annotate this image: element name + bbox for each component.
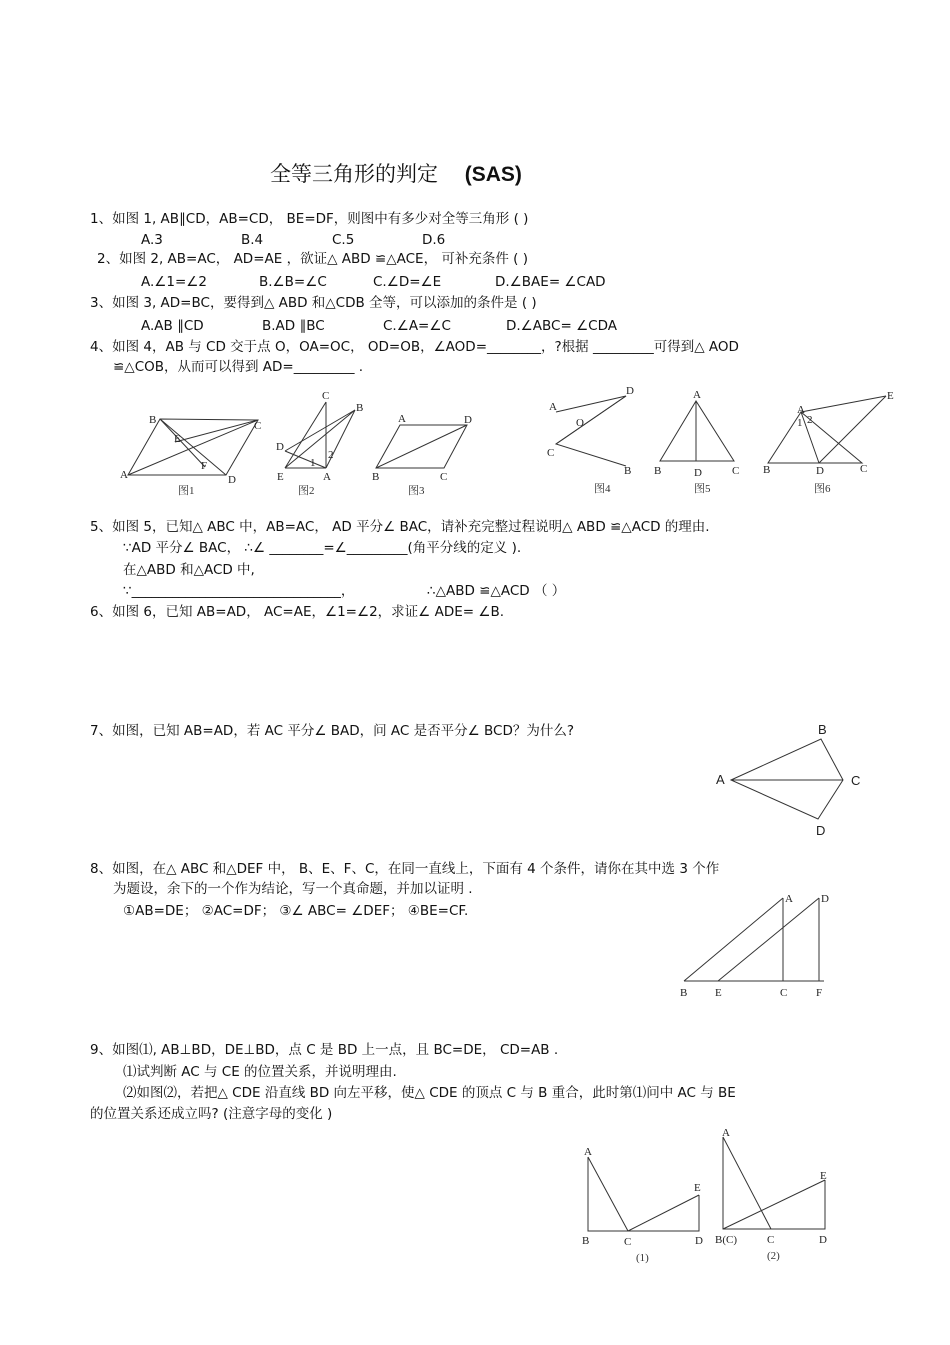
q9-fig1-label-b: B	[582, 1235, 590, 1247]
q8-line3: ①AB=DE； ②AC=DF； ③∠ ABC= ∠DEF； ④BE=CF.	[123, 903, 469, 919]
q8-label-c: C	[780, 987, 788, 999]
q7-label-b: B	[818, 722, 827, 737]
fig1-label-c: C	[254, 420, 262, 432]
fig4-label-c: C	[547, 447, 555, 459]
fig4-label-d: D	[626, 385, 634, 397]
q9-fig2-label-d: D	[819, 1234, 827, 1246]
q9-fig2-label-c: C	[767, 1234, 775, 1246]
fig5-label-a: A	[693, 389, 701, 401]
figure-row	[118, 382, 898, 498]
q7-stem: 7、如图，已知 AB=AD，若 AC 平分∠ BAD，问 AC 是否平分∠ BCD？为什么?	[90, 723, 575, 739]
fig2-caption: 图2	[298, 485, 315, 497]
q1-option-c: C.5	[332, 232, 355, 248]
fig3-label-c: C	[440, 471, 448, 483]
q9-line4: 的位置关系还成立吗? (注意字母的变化 )	[90, 1106, 333, 1122]
fig2-label-2: 2	[328, 449, 334, 461]
fig1-label-a: A	[120, 469, 128, 481]
fig3-caption: 图3	[408, 485, 425, 497]
q8-label-f: F	[816, 987, 823, 999]
q9-fig1-label-e: E	[694, 1182, 701, 1194]
figure-4	[547, 385, 634, 495]
fig2-label-e: E	[277, 471, 284, 483]
q8-line1: 8、如图，在△ ABC 和△DEF 中， B、E、F、C，在同一直线上，下面有 4 个条件，请你在其中选 3 个作	[90, 861, 720, 877]
q4-line1: 4、如图 4，AB 与 CD 交于点 O，OA=OC， OD=OB，∠AOD=________，?根据 _________可得到△ AOD	[90, 339, 739, 355]
q7-label-c: C	[851, 773, 861, 788]
fig6-caption: 图6	[814, 483, 831, 495]
q2-option-c: C.∠D=∠E	[373, 274, 442, 290]
q3-option-d: D.∠ABC= ∠CDA	[506, 318, 617, 334]
figure-3	[372, 413, 472, 497]
q7-figure	[705, 715, 880, 845]
q3-option-c: C.∠A=∠C	[383, 318, 451, 334]
q8-label-d: D	[821, 893, 829, 905]
q8-line2: 为题设，余下的一个作为结论，写一个真命题，并加以证明 .	[113, 881, 473, 897]
q9-fig2-label-bc: B(C)	[715, 1234, 737, 1246]
q1-stem: 1、如图 1, AB∥CD，AB=CD， BE=DF，则图中有多少对全等三角形 ( )	[90, 211, 529, 227]
q3-option-a: A.AB ∥CD	[141, 318, 204, 334]
fig5-label-b: B	[654, 465, 662, 477]
figure-2	[276, 390, 363, 497]
fig2-label-c: C	[322, 390, 330, 402]
fig5-label-d: D	[694, 467, 702, 479]
fig1-label-e: E	[174, 433, 181, 445]
q7-label-d: D	[816, 823, 826, 838]
q7-label-a: A	[716, 772, 725, 787]
fig6-label-a: A	[797, 404, 805, 416]
q5-line1: 5、如图 5，已知△ ABC 中，AB=AC， AD 平分∠ BAC，请补充完整过程说明△ ABD ≌△ACD 的理由.	[90, 519, 710, 535]
figure-1	[120, 414, 261, 497]
q5-line3: 在△ABD 和△ACD 中,	[123, 562, 255, 578]
fig6-label-2: 2	[807, 414, 813, 426]
q9-fig1-label-d: D	[695, 1235, 703, 1247]
q9-line2: ⑴试判断 AC 与 CE 的位置关系，并说明理由.	[123, 1064, 397, 1080]
q8-figure	[675, 885, 845, 1003]
q1-option-a: A.3	[141, 232, 163, 248]
figure-5	[654, 389, 739, 495]
fig1-label-d: D	[228, 474, 236, 486]
fig1-label-f: F	[201, 460, 208, 472]
q9-fig2-label-a: A	[722, 1127, 730, 1139]
fig3-label-d: D	[464, 414, 472, 426]
q6-stem: 6、如图 6，已知 AB=AD， AC=AE，∠1=∠2，求证∠ ADE= ∠B.	[90, 604, 504, 620]
fig4-caption: 图4	[594, 483, 611, 495]
q8-label-e: E	[715, 987, 722, 999]
fig2-label-d: D	[276, 441, 284, 453]
fig6-label-1: 1	[797, 417, 803, 429]
fig2-label-b: B	[356, 402, 364, 414]
q2-stem: 2、如图 2, AB=AC， AD=AE ，欲证△ ABD ≌△ACE， 可补充条件 ( )	[97, 251, 528, 267]
q9-fig2-label-e: E	[820, 1170, 827, 1182]
q5-line4a: ∵_______________________________，	[123, 583, 355, 599]
q8-label-b: B	[680, 987, 688, 999]
fig6-label-b: B	[763, 464, 771, 476]
fig4-label-a: A	[549, 401, 557, 413]
fig6-label-c: C	[860, 463, 868, 475]
q9-fig1-label-a: A	[584, 1146, 592, 1158]
fig1-caption: 图1	[178, 485, 195, 497]
fig3-label-a: A	[398, 413, 406, 425]
figure-6	[763, 390, 894, 495]
page-title	[270, 158, 522, 188]
q9-fig2-caption: (2)	[767, 1250, 780, 1262]
fig2-label-1: 1	[310, 457, 316, 469]
q9-figures	[575, 1125, 840, 1270]
fig4-label-o: O	[576, 417, 584, 429]
q9-fig1-caption: (1)	[636, 1252, 649, 1264]
fig6-label-d: D	[816, 465, 824, 477]
q3-stem: 3、如图 3, AD=BC，要得到△ ABD 和△CDB 全等，可以添加的条件是 ( )	[90, 295, 537, 311]
fig2-label-a: A	[323, 471, 331, 483]
q2-option-b: B.∠B=∠C	[259, 274, 327, 290]
q5-line4b: ∴△ABD ≌△ACD （ ）	[427, 583, 566, 599]
title-suffix: (SAS)	[464, 163, 522, 186]
fig5-caption: 图5	[694, 483, 711, 495]
q9-figure-2	[715, 1127, 827, 1262]
fig5-label-c: C	[732, 465, 740, 477]
fig6-label-e: E	[887, 390, 894, 402]
q8-label-a: A	[785, 893, 793, 905]
q1-option-b: B.4	[241, 232, 264, 248]
fig3-label-b: B	[372, 471, 380, 483]
q3-option-b: B.AD ∥BC	[262, 318, 325, 334]
q9-line1: 9、如图⑴, AB⊥BD，DE⊥BD，点 C 是 BD 上一点，且 BC=DE， CD=AB .	[90, 1042, 559, 1058]
q4-line2: ≌△COB，从而可以得到 AD=_________ .	[113, 359, 364, 375]
q5-line2: ∵AD 平分∠ BAC， ∴∠ ________=∠_________(角平分线的定义 ).	[123, 540, 522, 556]
fig4-label-b: B	[624, 465, 632, 477]
title-main: 全等三角形的判定	[270, 162, 438, 186]
q9-figure-1	[582, 1146, 703, 1264]
q1-option-d: D.6	[422, 232, 446, 248]
q9-line3: ⑵如图⑵，若把△ CDE 沿直线 BD 向左平移，使△ CDE 的顶点 C 与 B 重合，此时第⑴问中 AC 与 BE	[123, 1085, 736, 1101]
q2-option-d: D.∠BAE= ∠CAD	[495, 274, 606, 290]
fig1-label-b: B	[149, 414, 157, 426]
q9-fig1-label-c: C	[624, 1236, 632, 1248]
q2-option-a: A.∠1=∠2	[141, 274, 207, 290]
